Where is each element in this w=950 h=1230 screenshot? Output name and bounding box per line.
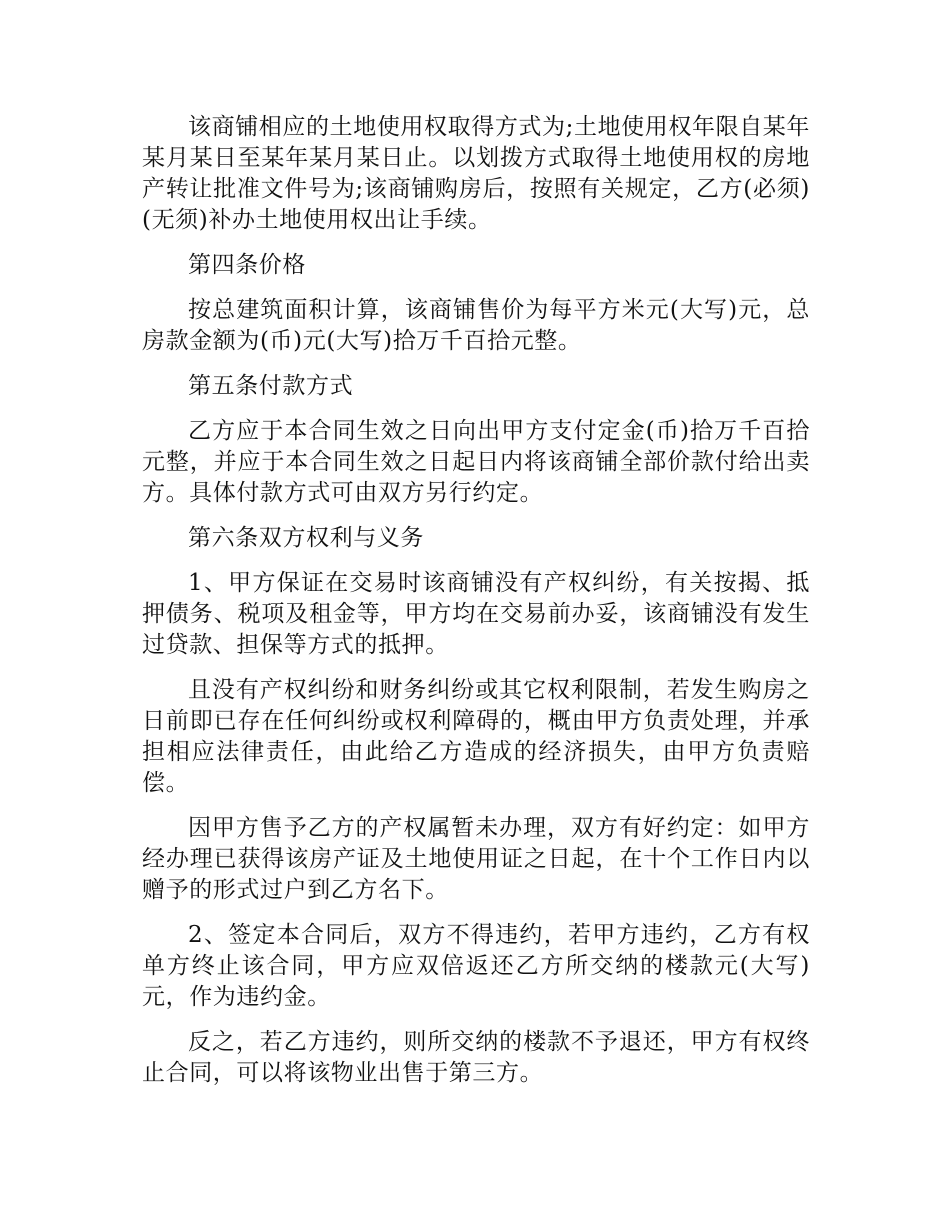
paragraph-buyer-breach: 反之，若乙方违约，则所交纳的楼款不予退还，甲方有权终止合同，可以将该物业出售于第三方。 <box>142 1029 810 1086</box>
document-body <box>142 112 810 1103</box>
section-heading-rights-obligations: 第六条双方权利与义务 <box>188 525 424 551</box>
section-heading-payment: 第五条付款方式 <box>188 373 354 399</box>
paragraph-payment: 乙方应于本合同生效之日向出甲方支付定金(币)拾万千百拾元整，并应于本合同生效之日起日内将该商铺全部价款付给出卖方。具体付款方式可由双方另行约定。 <box>142 418 810 506</box>
paragraph-price: 按总建筑面积计算，该商铺售价为每平方米元(大写)元，总房款金额为(币)元(大写)拾万千百拾元整。 <box>142 297 810 354</box>
section-heading-price: 第四条价格 <box>188 252 306 278</box>
paragraph-title-transfer: 因甲方售予乙方的产权属暂未办理，双方有好约定：如甲方经办理已获得该房产证及土地使用证之日起，在十个工作日内以赠予的形式过户到乙方名下。 <box>142 815 810 903</box>
paragraph-no-disputes: 且没有产权纠纷和财务纠纷或其它权利限制，若发生购房之日前即已存在任何纠纷或权利障碍的，概由甲方负责处理，并承担相应法律责任，由此给乙方造成的经济损失，由甲方负责赔偿。 <box>142 677 810 796</box>
paragraph-clause-2: 2、签定本合同后，双方不得违约，若甲方违约，乙方有权单方终止该合同，甲方应双倍返还乙方所交纳的楼款元(大写)元，作为违约金。 <box>142 922 810 1010</box>
paragraph-land-use-rights: 该商铺相应的土地使用权取得方式为;土地使用权年限自某年某月某日至某年某月某日止。以划拨方式取得土地使用权的房地产转让批准文件号为;该商铺购房后，按照有关规定，乙方(必须)(无须)补办土地使用权出让手续。 <box>142 114 810 233</box>
paragraph-clause-1: 1、甲方保证在交易时该商铺没有产权纠纷，有关按揭、抵押债务、税项及租金等，甲方均在交易前办妥，该商铺没有发生过贷款、担保等方式的抵押。 <box>142 570 810 658</box>
